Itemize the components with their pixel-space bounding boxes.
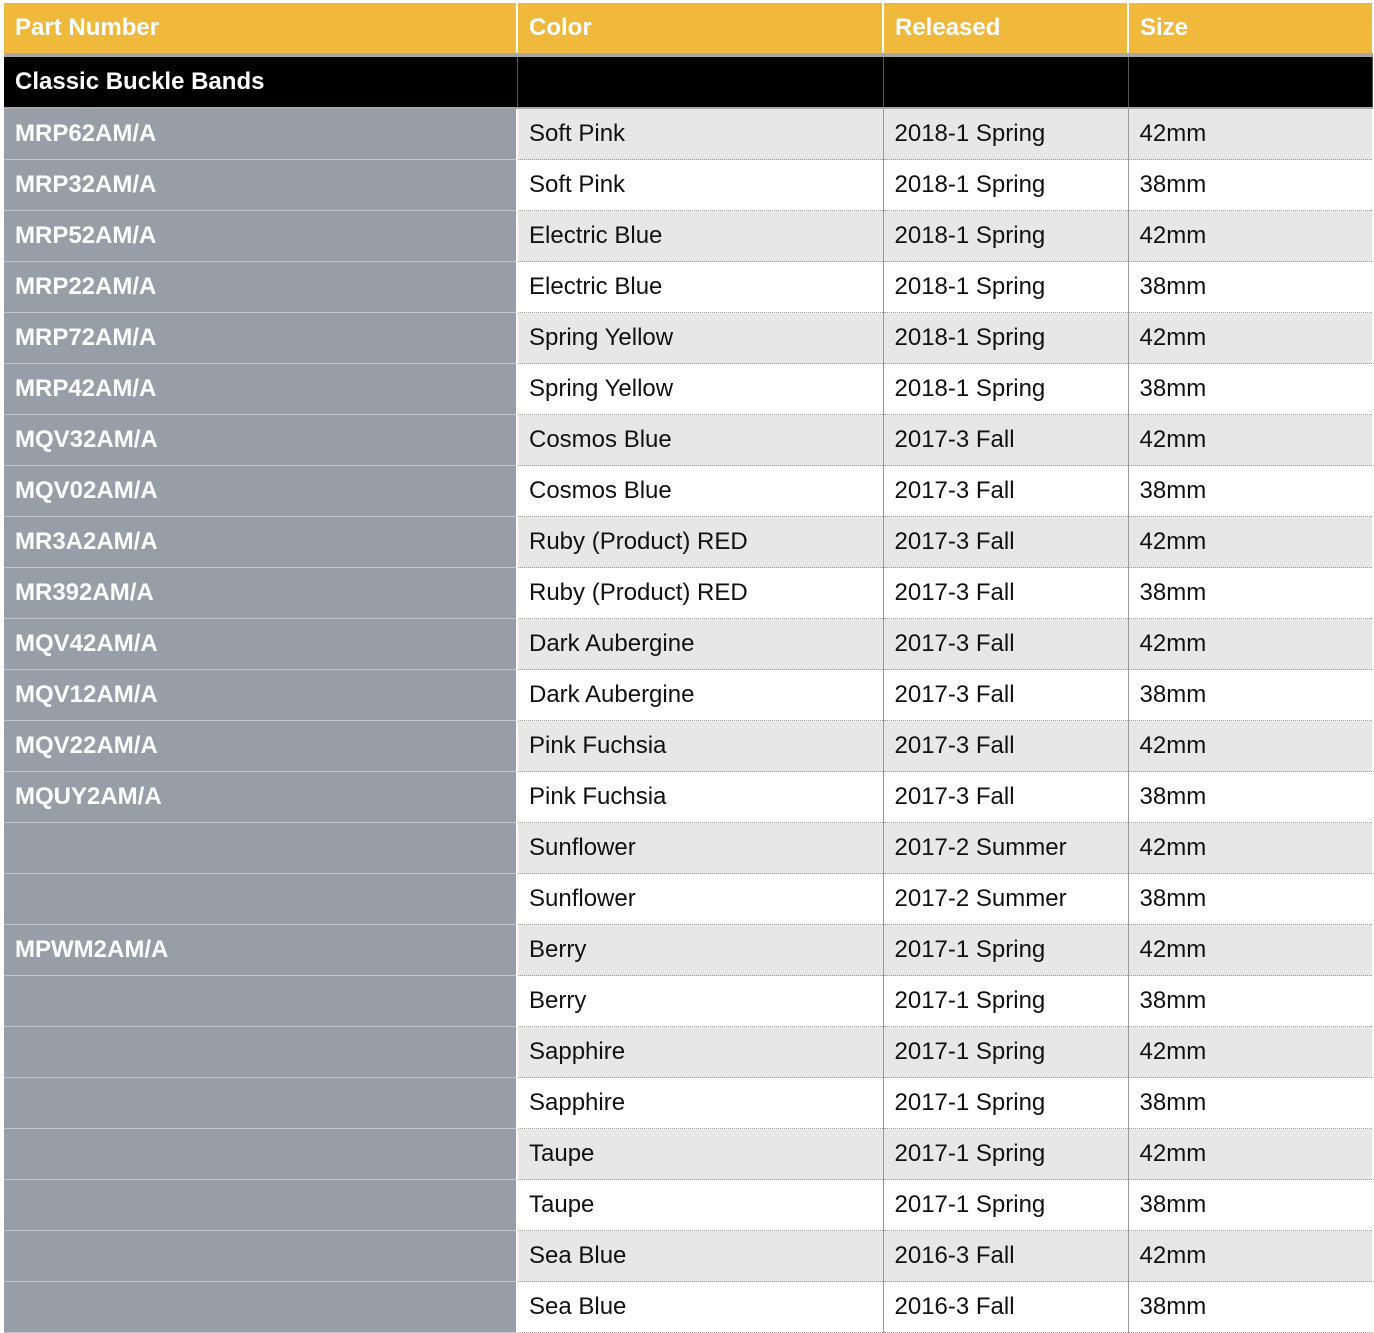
size-cell[interactable]: 42mm xyxy=(1128,313,1372,364)
table-row xyxy=(4,517,1372,568)
table-row xyxy=(4,466,1372,517)
header-size[interactable]: Size xyxy=(1128,3,1372,55)
part-number-cell[interactable]: MQV02AM/A xyxy=(4,466,517,517)
color-cell[interactable]: Berry xyxy=(517,976,883,1027)
part-number-cell[interactable]: MRP62AM/A xyxy=(4,108,517,160)
part-number-cell[interactable] xyxy=(4,1231,517,1282)
table-row xyxy=(4,619,1372,670)
size-cell[interactable]: 42mm xyxy=(1128,823,1372,874)
color-cell[interactable]: Soft Pink xyxy=(517,108,883,160)
released-cell[interactable]: 2017-1 Spring xyxy=(883,1180,1128,1231)
released-cell[interactable]: 2017-3 Fall xyxy=(883,466,1128,517)
header-released[interactable]: Released xyxy=(883,3,1128,55)
color-cell[interactable]: Ruby (Product) RED xyxy=(517,517,883,568)
table-row xyxy=(4,874,1372,925)
color-cell[interactable]: Sapphire xyxy=(517,1078,883,1129)
color-cell[interactable]: Cosmos Blue xyxy=(517,466,883,517)
size-cell[interactable]: 38mm xyxy=(1128,772,1372,823)
table-row xyxy=(4,976,1372,1027)
released-cell[interactable]: 2017-1 Spring xyxy=(883,1027,1128,1078)
size-cell[interactable]: 38mm xyxy=(1128,160,1372,211)
released-cell[interactable]: 2018-1 Spring xyxy=(883,313,1128,364)
released-cell[interactable]: 2017-3 Fall xyxy=(883,772,1128,823)
size-cell[interactable]: 42mm xyxy=(1128,721,1372,772)
color-cell[interactable]: Sunflower xyxy=(517,874,883,925)
color-cell[interactable]: Dark Aubergine xyxy=(517,619,883,670)
table-row xyxy=(4,1078,1372,1129)
color-cell[interactable]: Taupe xyxy=(517,1180,883,1231)
section-row xyxy=(4,55,1372,108)
color-cell[interactable]: Ruby (Product) RED xyxy=(517,568,883,619)
section-cell[interactable] xyxy=(517,55,883,108)
part-number-cell[interactable]: MRP42AM/A xyxy=(4,364,517,415)
table-row xyxy=(4,772,1372,823)
released-cell[interactable]: 2017-2 Summer xyxy=(883,874,1128,925)
size-cell[interactable]: 38mm xyxy=(1128,466,1372,517)
released-cell[interactable]: 2017-1 Spring xyxy=(883,976,1128,1027)
released-cell[interactable]: 2017-1 Spring xyxy=(883,1078,1128,1129)
table-row xyxy=(4,211,1372,262)
size-cell[interactable]: 42mm xyxy=(1128,108,1372,160)
size-cell[interactable]: 38mm xyxy=(1128,1078,1372,1129)
color-cell[interactable]: Pink Fuchsia xyxy=(517,772,883,823)
released-cell[interactable]: 2018-1 Spring xyxy=(883,262,1128,313)
table-row xyxy=(4,160,1372,211)
color-cell[interactable]: Spring Yellow xyxy=(517,364,883,415)
part-number-cell[interactable]: MRP52AM/A xyxy=(4,211,517,262)
size-cell[interactable]: 38mm xyxy=(1128,670,1372,721)
part-number-cell[interactable]: MRP22AM/A xyxy=(4,262,517,313)
color-cell[interactable]: Sea Blue xyxy=(517,1282,883,1333)
released-cell[interactable]: 2017-2 Summer xyxy=(883,823,1128,874)
spreadsheet-table-container xyxy=(4,3,1372,1333)
size-cell[interactable]: 42mm xyxy=(1128,1027,1372,1078)
size-cell[interactable]: 38mm xyxy=(1128,364,1372,415)
color-cell[interactable]: Cosmos Blue xyxy=(517,415,883,466)
size-cell[interactable]: 38mm xyxy=(1128,1180,1372,1231)
table-row xyxy=(4,313,1372,364)
part-number-cell[interactable]: MQV12AM/A xyxy=(4,670,517,721)
released-cell[interactable]: 2017-3 Fall xyxy=(883,721,1128,772)
color-cell[interactable]: Taupe xyxy=(517,1129,883,1180)
released-cell[interactable]: 2018-1 Spring xyxy=(883,108,1128,160)
released-cell[interactable]: 2017-3 Fall xyxy=(883,670,1128,721)
table-row xyxy=(4,925,1372,976)
table-row xyxy=(4,262,1372,313)
section-cell[interactable] xyxy=(883,55,1128,108)
size-cell[interactable]: 42mm xyxy=(1128,925,1372,976)
size-cell[interactable]: 38mm xyxy=(1128,262,1372,313)
size-cell[interactable]: 42mm xyxy=(1128,1129,1372,1180)
color-cell[interactable]: Sapphire xyxy=(517,1027,883,1078)
part-number-cell[interactable]: MPWM2AM/A xyxy=(4,925,517,976)
color-cell[interactable]: Sunflower xyxy=(517,823,883,874)
color-cell[interactable]: Spring Yellow xyxy=(517,313,883,364)
table-row xyxy=(4,415,1372,466)
released-cell[interactable]: 2018-1 Spring xyxy=(883,211,1128,262)
part-number-cell[interactable]: MQV42AM/A xyxy=(4,619,517,670)
part-number-cell[interactable]: MRP32AM/A xyxy=(4,160,517,211)
released-cell[interactable]: 2017-1 Spring xyxy=(883,1129,1128,1180)
part-number-cell[interactable]: MRP72AM/A xyxy=(4,313,517,364)
released-cell[interactable]: 2017-3 Fall xyxy=(883,619,1128,670)
table-row xyxy=(4,1027,1372,1078)
table-row xyxy=(4,568,1372,619)
section-title[interactable]: Classic Buckle Bands xyxy=(4,55,517,108)
table-row xyxy=(4,364,1372,415)
table-row xyxy=(4,670,1372,721)
table-row xyxy=(4,1282,1372,1333)
part-number-cell[interactable] xyxy=(4,1180,517,1231)
size-cell[interactable]: 38mm xyxy=(1128,976,1372,1027)
part-number-cell[interactable] xyxy=(4,1078,517,1129)
color-cell[interactable]: Electric Blue xyxy=(517,262,883,313)
part-number-cell[interactable] xyxy=(4,1027,517,1078)
table-row xyxy=(4,1180,1372,1231)
bands-table xyxy=(4,3,1373,1333)
header-color[interactable]: Color xyxy=(517,3,883,55)
table-row xyxy=(4,823,1372,874)
color-cell[interactable]: Sea Blue xyxy=(517,1231,883,1282)
released-cell[interactable]: 2017-1 Spring xyxy=(883,925,1128,976)
size-cell[interactable]: 38mm xyxy=(1128,568,1372,619)
table-body xyxy=(4,108,1372,1333)
part-number-cell[interactable] xyxy=(4,823,517,874)
size-cell[interactable]: 38mm xyxy=(1128,874,1372,925)
header-part-number[interactable]: Part Number xyxy=(4,3,517,55)
part-number-cell[interactable] xyxy=(4,976,517,1027)
released-cell[interactable]: 2017-3 Fall xyxy=(883,568,1128,619)
size-cell[interactable]: 42mm xyxy=(1128,619,1372,670)
size-cell[interactable]: 42mm xyxy=(1128,415,1372,466)
section-cell[interactable] xyxy=(1128,55,1372,108)
table-row xyxy=(4,1231,1372,1282)
size-cell[interactable]: 42mm xyxy=(1128,517,1372,568)
part-number-cell[interactable]: MQUY2AM/A xyxy=(4,772,517,823)
part-number-cell[interactable] xyxy=(4,1129,517,1180)
part-number-cell[interactable] xyxy=(4,1282,517,1333)
released-cell[interactable]: 2018-1 Spring xyxy=(883,364,1128,415)
size-cell[interactable]: 42mm xyxy=(1128,211,1372,262)
part-number-cell[interactable]: MR392AM/A xyxy=(4,568,517,619)
color-cell[interactable]: Pink Fuchsia xyxy=(517,721,883,772)
part-number-cell[interactable]: MQV22AM/A xyxy=(4,721,517,772)
table-row xyxy=(4,1129,1372,1180)
part-number-cell[interactable] xyxy=(4,874,517,925)
released-cell[interactable]: 2018-1 Spring xyxy=(883,160,1128,211)
size-cell[interactable]: 38mm xyxy=(1128,1282,1372,1333)
color-cell[interactable]: Dark Aubergine xyxy=(517,670,883,721)
released-cell[interactable]: 2017-3 Fall xyxy=(883,415,1128,466)
released-cell[interactable]: 2016-3 Fall xyxy=(883,1231,1128,1282)
table-row xyxy=(4,721,1372,772)
color-cell[interactable]: Soft Pink xyxy=(517,160,883,211)
part-number-cell[interactable]: MR3A2AM/A xyxy=(4,517,517,568)
color-cell[interactable]: Electric Blue xyxy=(517,211,883,262)
header-row xyxy=(4,3,1372,55)
released-cell[interactable]: 2016-3 Fall xyxy=(883,1282,1128,1333)
size-cell[interactable]: 42mm xyxy=(1128,1231,1372,1282)
color-cell[interactable]: Berry xyxy=(517,925,883,976)
part-number-cell[interactable]: MQV32AM/A xyxy=(4,415,517,466)
table-row xyxy=(4,108,1372,160)
released-cell[interactable]: 2017-3 Fall xyxy=(883,517,1128,568)
